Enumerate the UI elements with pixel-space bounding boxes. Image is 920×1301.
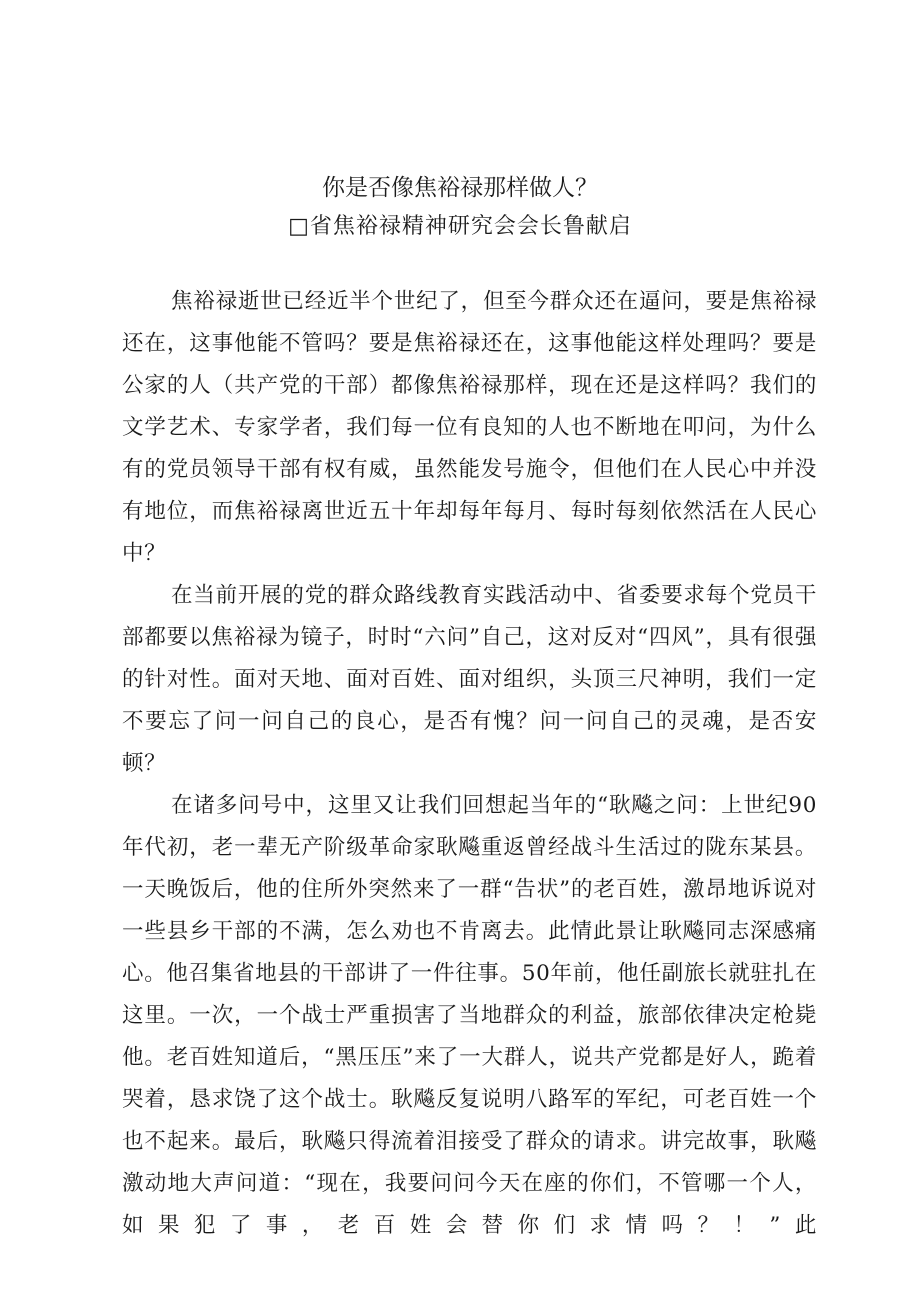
paragraph-1: 焦裕禄逝世已经近半个世纪了，但至今群众还在逼问，要是焦裕禄还在，这事他能不管吗？要是焦裕禄还在，这事他能这样处理吗？要是公家的人（共产党的干部）都像焦裕禄那样，现在还是这样吗？我们的文学艺术、专家学者，我们每一位有良知的人也不断地在叩问，为什么有的党员领导干部有权有威，虽然能发号施令，但他们在人民心中并没有地位，而焦裕禄离世近五十年却每年每月、每时每刻依然活在人民心中？ xyxy=(122,289,817,566)
paragraph-2: 在当前开展的党的群众路线教育实践活动中、省委要求每个党员干部都要以焦裕禄为镜子，时时“六问”自己，这对反对“四风”，具有很强的针对性。面对天地、面对百姓、面对组织，头顶三尺神明，我们一定不要忘了问一问自己的良心，是否有愧？问一问自己的灵魂，是否安顿？ xyxy=(122,583,817,776)
document-subtitle: □省焦裕禄精神研究会会长鲁献启 xyxy=(288,214,632,239)
document-body xyxy=(122,281,817,1247)
paragraph-3: 在诸多问号中，这里又让我们回想起当年的“耿飚之问：上世纪90年代初，老一辈无产阶级革命家耿飚重返曾经战斗生活过的陇东某县。一天晚饭后，他的住所外突然来了一群“告状”的老百姓，激昂地诉说对一些县乡干部的不满，怎么劝也不肯离去。此情此景让耿飚同志深感痛心。他召集省地县的干部讲了一件往事。50年前，他任副旅长就驻扎在这里。一次，一个战士严重损害了当地群众的利益，旅部依律决定枪毙他。老百姓知道后，“黑压压”来了一大群人，说共产党都是好人，跪着哭着，恳求饶了这个战士。耿飚反复说明八路军的军纪，可老百姓一个也不起来。最后，耿飚只得流着泪接受了群众的请求。讲完故事，耿飚激动地大声问道：“现在，我要问问今天在座的你们，不管哪一个人，如果犯了事，老百姓会替你们求情吗？！”此 xyxy=(122,793,817,1238)
document-title: 你是否像焦裕禄那样做人？ xyxy=(322,175,598,201)
